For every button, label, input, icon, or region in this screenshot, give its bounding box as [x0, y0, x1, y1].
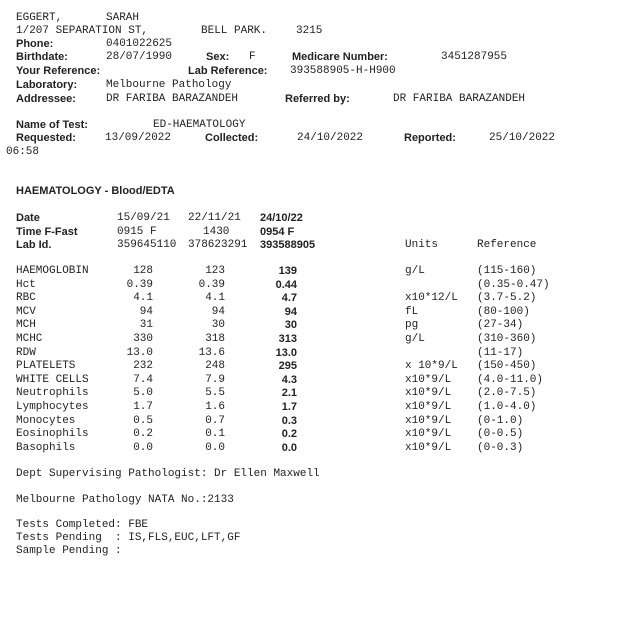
lab-reference-value: 393588905-H-H900 — [290, 65, 396, 77]
date-col-1: 15/09/21 — [117, 212, 170, 224]
result-unit: x10*12/L — [405, 292, 458, 304]
result-value-3: 1.7 — [281, 401, 297, 413]
section-title: HAEMATOLOGY - Blood/EDTA — [16, 185, 175, 197]
result-value-3: 0.0 — [281, 442, 297, 454]
birthdate-value: 28/07/1990 — [106, 51, 173, 63]
result-name: MCH — [16, 319, 36, 331]
labid-col-2: 378623291 — [188, 239, 248, 251]
result-unit: fL — [405, 306, 419, 318]
patient-postcode: 3215 — [296, 25, 323, 37]
lab-reference-label: Lab Reference: — [188, 65, 268, 77]
units-header: Units — [405, 239, 439, 251]
result-value-2: 248 — [205, 360, 225, 372]
result-name: Neutrophils — [16, 387, 89, 399]
result-value-1: 13.0 — [126, 347, 153, 359]
result-value-1: 4.1 — [133, 292, 153, 304]
result-reference: (4.0-11.0) — [477, 374, 544, 386]
result-value-2: 30 — [211, 319, 225, 331]
result-value-2: 94 — [211, 306, 225, 318]
result-unit: x10*9/L — [405, 401, 452, 413]
result-value-1: 330 — [133, 333, 153, 345]
result-value-2: 7.9 — [205, 374, 225, 386]
result-unit: x10*9/L — [405, 387, 452, 399]
result-unit: x 10*9/L — [405, 360, 458, 372]
sample-pending: Sample Pending : — [16, 545, 122, 557]
time-col-1: 0915 F — [117, 226, 157, 238]
result-unit: x10*9/L — [405, 428, 452, 440]
result-reference: (1.0-4.0) — [477, 401, 537, 413]
time-label: Time F-Fast — [16, 226, 78, 238]
result-value-3: 0.2 — [281, 428, 297, 440]
result-reference: (2.0-7.5) — [477, 387, 537, 399]
date-col-2: 22/11/21 — [188, 212, 241, 224]
result-name: WHITE CELLS — [16, 374, 89, 386]
result-name: RBC — [16, 292, 36, 304]
result-name: Lymphocytes — [16, 401, 89, 413]
result-value-2: 5.5 — [205, 387, 225, 399]
result-value-1: 232 — [133, 360, 153, 372]
result-unit: pg — [405, 319, 419, 331]
addressee-label: Addressee: — [16, 93, 76, 105]
collected-label: Collected: — [205, 132, 259, 144]
result-value-1: 31 — [139, 319, 153, 331]
result-value-3: 295 — [278, 360, 297, 372]
birthdate-label: Birthdate: — [16, 51, 68, 63]
result-unit: x10*9/L — [405, 442, 452, 454]
result-value-3: 0.44 — [275, 279, 297, 291]
result-value-1: 5.0 — [133, 387, 153, 399]
patient-suburb: BELL PARK. — [201, 25, 268, 37]
nata-number: Melbourne Pathology NATA No.:2133 — [16, 494, 234, 506]
result-unit: g/L — [405, 265, 425, 277]
result-reference: (27-34) — [477, 319, 524, 331]
result-unit: x10*9/L — [405, 415, 452, 427]
test-name-value: ED-HAEMATOLOGY — [153, 119, 246, 131]
result-value-2: 318 — [205, 333, 225, 345]
reported-time: 06:58 — [6, 146, 40, 158]
result-reference: (11-17) — [477, 347, 524, 359]
result-value-1: 0.39 — [126, 279, 153, 291]
result-value-2: 0.39 — [198, 279, 225, 291]
labid-col-1: 359645110 — [117, 239, 177, 251]
sex-label: Sex: — [206, 51, 230, 63]
result-name: MCV — [16, 306, 36, 318]
result-reference: (310-360) — [477, 333, 537, 345]
medicare-label: Medicare Number: — [292, 51, 388, 63]
result-value-3: 4.7 — [281, 292, 297, 304]
laboratory-label: Laboratory: — [16, 79, 78, 91]
result-reference: (115-160) — [477, 265, 537, 277]
result-value-2: 4.1 — [205, 292, 225, 304]
requested-label: Requested: — [16, 132, 76, 144]
tests-pending: Tests Pending : IS,FLS,EUC,LFT,GF — [16, 532, 241, 544]
result-unit: x10*9/L — [405, 374, 452, 386]
phone-label: Phone: — [16, 38, 54, 50]
result-value-3: 2.1 — [281, 387, 297, 399]
result-reference: (150-450) — [477, 360, 537, 372]
result-value-2: 1.6 — [205, 401, 225, 413]
result-name: Eosinophils — [16, 428, 89, 440]
result-value-1: 0.2 — [133, 428, 153, 440]
referred-by-value: DR FARIBA BARAZANDEH — [393, 93, 526, 105]
result-reference: (3.7-5.2) — [477, 292, 537, 304]
labid-col-3: 393588905 — [260, 239, 316, 251]
addressee-value: DR FARIBA BARAZANDEH — [106, 93, 239, 105]
result-reference: (0.35-0.47) — [477, 279, 550, 291]
result-value-3: 94 — [284, 306, 297, 318]
result-value-2: 0.7 — [205, 415, 225, 427]
result-value-1: 94 — [139, 306, 153, 318]
result-value-2: 0.1 — [205, 428, 225, 440]
labid-label: Lab Id. — [16, 239, 52, 251]
result-value-2: 0.0 — [205, 442, 225, 454]
reported-value: 25/10/2022 — [489, 132, 556, 144]
result-reference: (0-0.5) — [477, 428, 524, 440]
supervising-pathologist: Dept Supervising Pathologist: Dr Ellen Maxwell — [16, 468, 320, 480]
phone-value: 0401022625 — [106, 38, 173, 50]
result-value-1: 1.7 — [133, 401, 153, 413]
your-reference-label: Your Reference: — [16, 65, 101, 77]
result-value-2: 123 — [205, 265, 225, 277]
result-value-3: 139 — [278, 265, 297, 277]
result-value-1: 128 — [133, 265, 153, 277]
result-value-1: 0.0 — [133, 442, 153, 454]
result-name: Monocytes — [16, 415, 76, 427]
patient-first-name: SARAH — [106, 12, 140, 24]
requested-value: 13/09/2022 — [105, 132, 172, 144]
result-value-3: 30 — [284, 319, 297, 331]
time-col-2: 1430 — [203, 226, 230, 238]
result-reference: (80-100) — [477, 306, 530, 318]
result-reference: (0-1.0) — [477, 415, 524, 427]
result-value-3: 313 — [278, 333, 297, 345]
laboratory-value: Melbourne Pathology — [106, 79, 232, 91]
date-col-3: 24/10/22 — [260, 212, 303, 224]
tests-completed: Tests Completed: FBE — [16, 519, 149, 531]
referred-by-label: Referred by: — [285, 93, 350, 105]
patient-street: 1/207 SEPARATION ST, — [16, 25, 149, 37]
medicare-value: 3451287955 — [441, 51, 508, 63]
result-name: Hct — [16, 279, 36, 291]
date-label: Date — [16, 212, 40, 224]
patient-last-name: EGGERT, — [16, 12, 63, 24]
reference-header: Reference — [477, 239, 537, 251]
reported-label: Reported: — [404, 132, 456, 144]
result-value-3: 13.0 — [275, 347, 297, 359]
result-value-1: 0.5 — [133, 415, 153, 427]
result-unit: g/L — [405, 333, 425, 345]
result-value-1: 7.4 — [133, 374, 153, 386]
result-value-2: 13.6 — [198, 347, 225, 359]
result-name: PLATELETS — [16, 360, 76, 372]
collected-value: 24/10/2022 — [297, 132, 364, 144]
result-name: MCHC — [16, 333, 43, 345]
result-value-3: 4.3 — [281, 374, 297, 386]
time-col-3: 0954 F — [260, 226, 295, 238]
sex-value: F — [249, 51, 256, 63]
result-name: HAEMOGLOBIN — [16, 265, 89, 277]
test-name-label: Name of Test: — [16, 119, 88, 131]
result-reference: (0-0.3) — [477, 442, 524, 454]
result-value-3: 0.3 — [281, 415, 297, 427]
result-name: Basophils — [16, 442, 76, 454]
result-name: RDW — [16, 347, 36, 359]
